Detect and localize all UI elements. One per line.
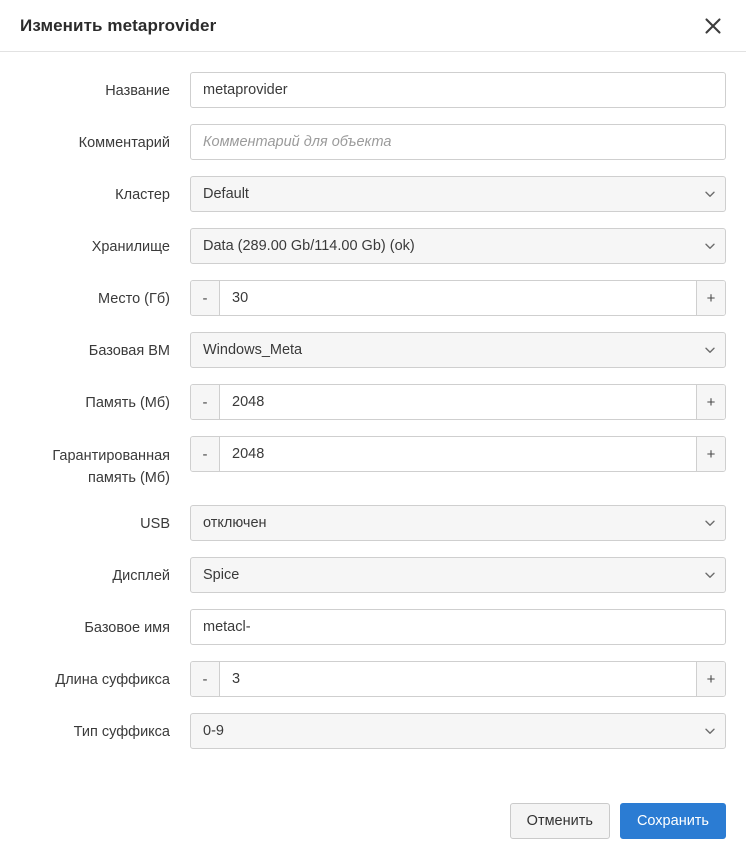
label-cluster: Кластер (115, 187, 170, 203)
space-input[interactable] (220, 281, 696, 315)
label-suffix-length: Длина суффикса (55, 672, 170, 688)
cluster-select[interactable] (190, 176, 726, 212)
space-increment-button[interactable]: + (696, 281, 725, 315)
control-display (190, 557, 726, 593)
label-storage: Хранилище (91, 239, 170, 255)
base-vm-select-value[interactable]: Windows_Meta (190, 332, 726, 368)
suffix-length-stepper (190, 661, 726, 697)
field-row-suffix-type (20, 713, 726, 749)
space-decrement-button[interactable]: - (191, 281, 220, 315)
storage-select[interactable] (190, 228, 726, 264)
control-guaranteed-memory (190, 436, 726, 472)
control-usb (190, 505, 726, 541)
control-comment (190, 124, 726, 160)
cluster-select-value[interactable]: Default (190, 176, 726, 212)
dialog-footer (0, 803, 746, 861)
field-row-cluster (20, 176, 726, 212)
field-row-name (20, 72, 726, 108)
dialog-body (0, 52, 746, 803)
display-select[interactable] (190, 557, 726, 593)
suffix-length-increment-button[interactable]: + (696, 662, 725, 696)
display-select-value[interactable]: Spice (190, 557, 726, 593)
control-base-name (190, 609, 726, 645)
label-suffix-type: Тип суффикса (73, 724, 170, 740)
label-memory: Память (Мб) (85, 395, 170, 411)
memory-increment-button[interactable]: + (696, 385, 725, 419)
field-row-base-name (20, 609, 726, 645)
name-input[interactable] (190, 72, 726, 108)
label-name: Название (105, 83, 170, 99)
label-guaranteed-memory: Гарантированная память (Мб) (52, 448, 170, 486)
field-row-comment (20, 124, 726, 160)
control-suffix-length (190, 661, 726, 697)
suffix-length-decrement-button[interactable]: - (191, 662, 220, 696)
usb-select-value[interactable]: отключен (190, 505, 726, 541)
suffix-type-select[interactable] (190, 713, 726, 749)
control-base-vm (190, 332, 726, 368)
comment-input[interactable] (190, 124, 726, 160)
guaranteed-memory-decrement-button[interactable]: - (191, 437, 220, 471)
field-row-suffix-length (20, 661, 726, 697)
label-display: Дисплей (112, 568, 170, 584)
guaranteed-memory-input[interactable] (220, 437, 696, 471)
close-icon[interactable] (700, 13, 726, 39)
control-suffix-type (190, 713, 726, 749)
memory-input[interactable] (220, 385, 696, 419)
field-row-usb (20, 505, 726, 541)
memory-stepper (190, 384, 726, 420)
control-cluster (190, 176, 726, 212)
space-stepper (190, 280, 726, 316)
label-usb: USB (140, 516, 170, 532)
field-row-space (20, 280, 726, 316)
label-base-vm: Базовая ВМ (88, 343, 170, 359)
field-row-memory (20, 384, 726, 420)
suffix-type-select-value[interactable]: 0-9 (190, 713, 726, 749)
storage-select-value[interactable]: Data (289.00 Gb/114.00 Gb) (ok) (190, 228, 726, 264)
page-title: Изменить metaprovider (20, 15, 217, 35)
dialog-header (0, 0, 746, 52)
label-space: Место (Гб) (98, 291, 170, 307)
field-row-guaranteed-memory (20, 436, 726, 489)
control-space (190, 280, 726, 316)
control-name (190, 72, 726, 108)
field-row-storage (20, 228, 726, 264)
usb-select[interactable] (190, 505, 726, 541)
label-comment: Комментарий (78, 135, 170, 151)
base-vm-select[interactable] (190, 332, 726, 368)
save-button[interactable]: Сохранить (620, 803, 726, 839)
memory-decrement-button[interactable]: - (191, 385, 220, 419)
suffix-length-input[interactable] (220, 662, 696, 696)
guaranteed-memory-stepper (190, 436, 726, 472)
field-row-display (20, 557, 726, 593)
guaranteed-memory-increment-button[interactable]: + (696, 437, 725, 471)
field-row-base-vm (20, 332, 726, 368)
control-storage (190, 228, 726, 264)
control-memory (190, 384, 726, 420)
cancel-button[interactable]: Отменить (510, 803, 610, 839)
label-base-name: Базовое имя (84, 620, 170, 636)
base-name-input[interactable] (190, 609, 726, 645)
